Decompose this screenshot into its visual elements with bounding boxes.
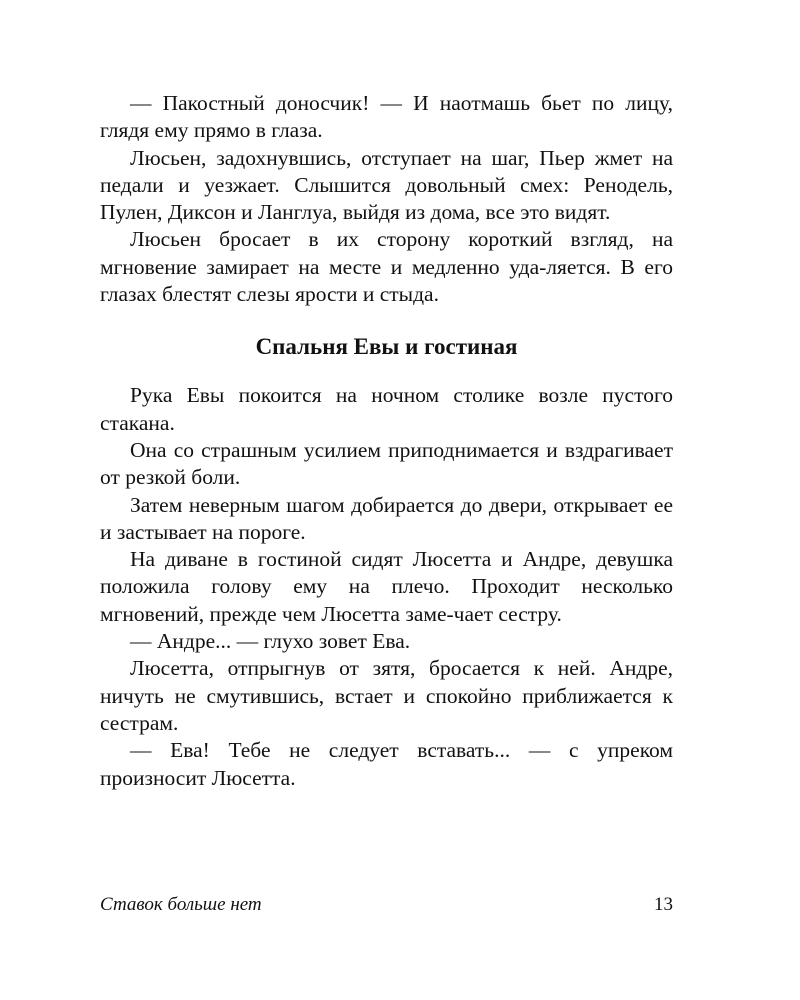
paragraph: На диване в гостиной сидят Люсетта и Андре, девушка положила голову ему на плечо. Проходит несколько мгновений, прежде чем Люсетта заме-чает сестру. — [100, 547, 673, 626]
paragraph: Люсьен, задохнувшись, отступает на шаг, Пьер жмет на педали и уезжает. Слышится довольный смех: Ренодель, Пулен, Диксон и Ланглуа, выйдя из дома, все это видят. — [100, 145, 673, 225]
paragraph: — Ева! Тебе не следует вставать... — с упреком произносит Люсетта. — [100, 738, 673, 790]
section-previous — [100, 90, 673, 308]
paragraph: Рука Евы покоится на ночном столике возле пустого стакана. — [100, 383, 673, 435]
page-body — [100, 90, 673, 792]
running-title: Ставок больше нет — [100, 894, 262, 915]
paragraph: Затем неверным шагом добирается до двери, открывает ее и застывает на пороге. — [100, 492, 673, 544]
paragraph: Люсетта, отпрыгнув от зятя, бросается к ней. Андре, ничуть не смутившись, встает и спокойно приближается к сестрам. — [100, 656, 673, 735]
paragraph: — Андре... — глухо зовет Ева. — [130, 629, 411, 654]
section-bedroom-living-room — [100, 382, 673, 791]
page-number: 13 — [654, 894, 673, 915]
page-footer — [100, 894, 673, 922]
section-heading: Спальня Евы и гостиная — [255, 334, 518, 360]
paragraph: — Пакостный доносчик! — И наотмашь бьет по лицу, глядя ему прямо в глаза. — [100, 91, 673, 143]
paragraph: Она со страшным усилием приподнимается и вздрагивает от резкой боли. — [100, 437, 673, 490]
paragraph: Люсьен бросает в их сторону короткий взгляд, на мгновение замирает на месте и медленно уда-ляется. В его глазах блестят слезы ярости и стыда. — [100, 227, 673, 307]
